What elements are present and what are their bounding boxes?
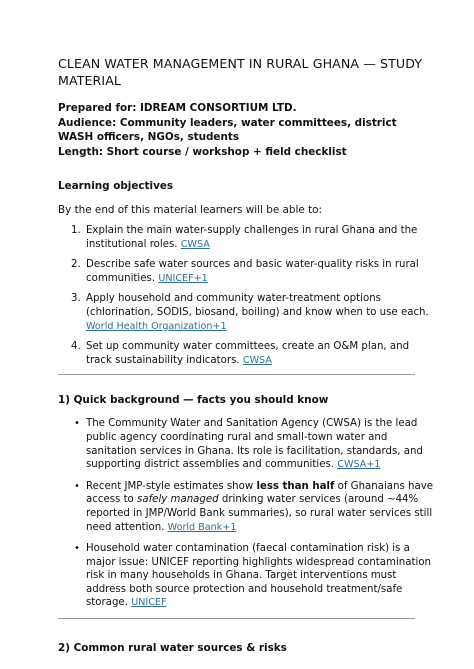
objective-item xyxy=(58,292,434,333)
bullet-icon: • xyxy=(74,480,80,492)
objectives-list xyxy=(58,224,434,367)
bullet-icon: • xyxy=(74,543,80,555)
learning-objectives-intro: By the end of this material learners will be able to: xyxy=(58,204,322,216)
document-title: CLEAN WATER MANAGEMENT IN RURAL GHANA — STUDY MATERIAL xyxy=(58,56,423,88)
fact-text: The Community Water and Sanitation Agency (CWSA) is the lead public agency coordinating rural and small-town water and sanitation services in Ghana. Its role is facilitation, standards, and supporting district assemblies and communities. xyxy=(86,418,423,471)
length: Length: Short course / workshop + field checklist xyxy=(58,145,347,158)
fact-item xyxy=(58,417,434,471)
objective-text: Set up community water committees, create an O&M plan, and track sustainability indicators. xyxy=(86,341,410,366)
section-divider xyxy=(58,374,415,375)
objective-number: 4. xyxy=(71,341,81,353)
citation-link[interactable]: CWSA xyxy=(242,354,272,366)
objective-item xyxy=(58,340,434,367)
fact-text: Household water contamination (faecal contamination risk) is a major issue: UNICEF reporting highlights widespread contamination risk in many households in Ghana. Target interventions must address both source protection and household treatment/safe storage. xyxy=(86,543,432,609)
objective-text: Explain the main water-supply challenges in rural Ghana and the institutional roles. xyxy=(86,225,418,250)
audience: Audience: Community leaders, water committees, district WASH officers, NGOs, students xyxy=(58,116,397,143)
objective-item xyxy=(58,258,434,285)
section-divider xyxy=(58,618,415,619)
citation-link[interactable]: CWSA+1 xyxy=(337,459,381,471)
fact-item xyxy=(58,480,434,534)
fact-text-pre: Recent JMP-style estimates show xyxy=(86,480,257,492)
fact-text-post: drinking water services (around ~44% reported in JMP/World Bank summaries), so rural water services still need attention. xyxy=(86,494,433,533)
fact-text-italic: safely managed xyxy=(137,494,219,506)
document-meta xyxy=(58,101,434,159)
objective-text: Describe safe water sources and basic water-quality risks in rural communities. xyxy=(86,259,419,284)
objective-item xyxy=(58,224,434,251)
fact-text-bold: less than half xyxy=(256,480,335,492)
citation-link[interactable]: World Bank+1 xyxy=(167,521,237,533)
prepared-for: Prepared for: IDREAM CONSORTIUM LTD. xyxy=(58,102,297,114)
bullet-icon: • xyxy=(74,418,80,430)
objective-number: 3. xyxy=(71,293,81,305)
objective-text: Apply household and community water-treatment options (chlorination, SODIS, biosand, boiling) and know when to use each. xyxy=(86,293,429,318)
citation-link[interactable]: CWSA xyxy=(180,238,210,250)
section-1-heading: 1) Quick background — facts you should know xyxy=(58,394,329,407)
objective-number: 2. xyxy=(71,259,81,271)
background-facts-list xyxy=(58,417,434,610)
fact-item xyxy=(58,542,434,610)
citation-link[interactable]: World Health Organization+1 xyxy=(86,320,227,332)
fact-text-mid: of Ghanaians have access to xyxy=(86,480,434,506)
objective-number: 1. xyxy=(71,225,81,236)
citation-link[interactable]: UNICEF xyxy=(131,597,167,609)
section-2-heading: 2) Common rural water sources & risks xyxy=(58,642,287,655)
citation-link[interactable]: UNICEF+1 xyxy=(158,272,208,284)
learning-objectives-heading: Learning objectives xyxy=(58,180,174,192)
